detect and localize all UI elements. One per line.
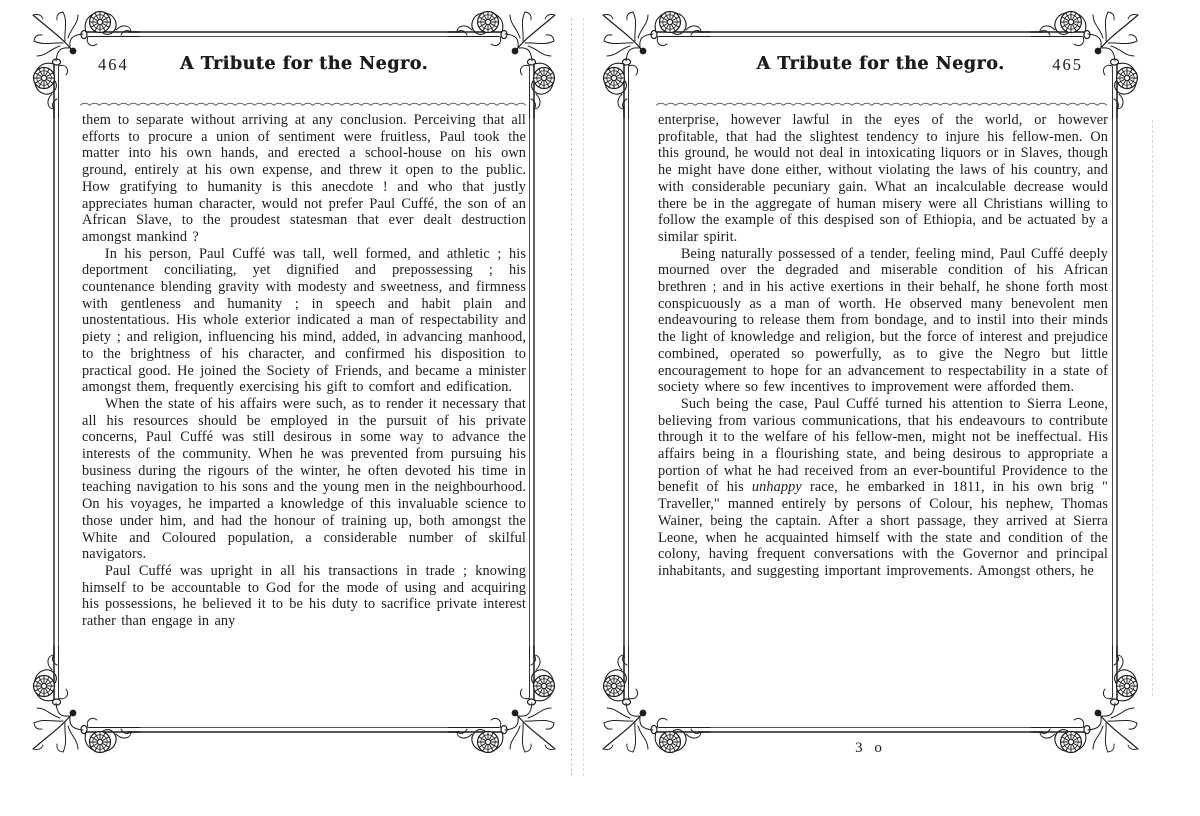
page-edge-shadow [1152,120,1153,696]
paragraph: enterprise, however lawful in the eyes of the world, or however profitable, that had the slightest tendency to injure his fellow-men. On this ground, he would not deal in intoxicating liquors or in Slaves, though he might have done either, without violating the laws of his country, and with considerable pecuniary gain. What an incalculable decrease would there be in the aggregate of human misery were all Christians willing to follow the example of this despised son of Ethiopia, and be actuated by a similar spirit. [658,112,1108,245]
paragraph: Such being the case, Paul Cuffé turned his attention to Sierra Leone, believing from various communications, that his endeavours to contribute through it to the welfare of his fellow-men, might not be ineffectual. His affairs being in a flourishing state, and being desirous to appropriate a portion of what he had received from an ever-bountiful Providence to the benefit of his unhappy race, he embarked in 1811, in his own brig " Traveller," manned entirely by persons of Colour, his nephew, Thomas Wainer, being the captain. After a short passage, they arrived at Sierra Leone, when he acquainted himself with the state and condition of the colony, having frequent conversations with the Governor and principal inhabitants, and suggesting important improvements. Amongst others, he [658,395,1108,579]
running-title: A Tribute for the Negro. [756,54,1005,74]
left-page [28,6,560,758]
signature-mark: 3 o [855,740,886,756]
running-title: A Tribute for the Negro. [179,54,429,74]
running-header [82,54,526,74]
gutter-shadow [583,18,584,776]
wavy-divider [80,101,526,108]
right-page [598,6,1143,758]
paragraph: When the state of his affairs were such, as to render it necessary that all his resources should be employed in the pursuit of his private concerns, Paul Cuffé was still desirous in some way to advance the interests of the community. When he was prevented from pursuing his business during the rigours of the winter, he often devoted his time in teaching navigation to his sons and the young men in the neighbourhood. On his voyages, he imparted a knowledge of this invaluable science to those under him, and had the honour of training up, both amongst the White and Coloured population, a considerable number of skilful navigators. [82,395,526,563]
paragraph: them to separate without arriving at any conclusion. Perceiving that all efforts to procure a union of sentiment were fruitless, Paul took the matter into his own hands, and erected a school-house on his own ground, entirely at his own expense, and threw it open to the public. How gratifying to humanity is this anecdote ! and who that justly appreciates human character, would not prefer Paul Cuffé, the son of an African Slave, to the proudest statesman that ever dealt destruction amongst mankind ? [82,112,526,245]
gutter-shadow [571,18,572,776]
paragraph: Being naturally possessed of a tender, feeling mind, Paul Cuffé deeply mourned over the degraded and miserable condition of his African brethren ; and in his active exertions in their behalf, he shone forth most conspicuously as a man of worth. He observed many benevolent men endeavouring to release them from bondage, and to instil into their minds the light of knowledge and religion, but the force of interest and prejudice combined, operated so powerfully, as to give the Negro but little encouragement to hope for an advancement to respectability in a state of society where so few incentives to improvement were afforded them. [658,245,1108,396]
running-header [652,54,1109,74]
paragraph: Paul Cuffé was upright in all his transactions in trade ; knowing himself to be accountable to God for the mode of using and acquiring his possessions, he believed it to be his duty to sacrifice private interest rather than engage in any [82,562,526,630]
wavy-divider [656,101,1107,108]
page-number: 464 [98,55,129,74]
page-number: 465 [1052,55,1083,74]
paragraph: In his person, Paul Cuffé was tall, well formed, and athletic ; his deportment conciliating, yet dignified and prepossessing ; his countenance blending gravity with modesty and sweetness, and firmness with gentleness and humanity ; in speech and habit plain and unostentatious. His whole exterior indicated a man of respectability and piety ; and religion, influencing his mind, added, in advancing manhood, to the brightness of his character, and confirmed his disposition to practical good. He joined the Society of Friends, and became a minister amongst them, frequently exercising his gift to comfort and edification. [82,245,526,396]
page-body [82,112,526,722]
page-body [658,112,1108,722]
